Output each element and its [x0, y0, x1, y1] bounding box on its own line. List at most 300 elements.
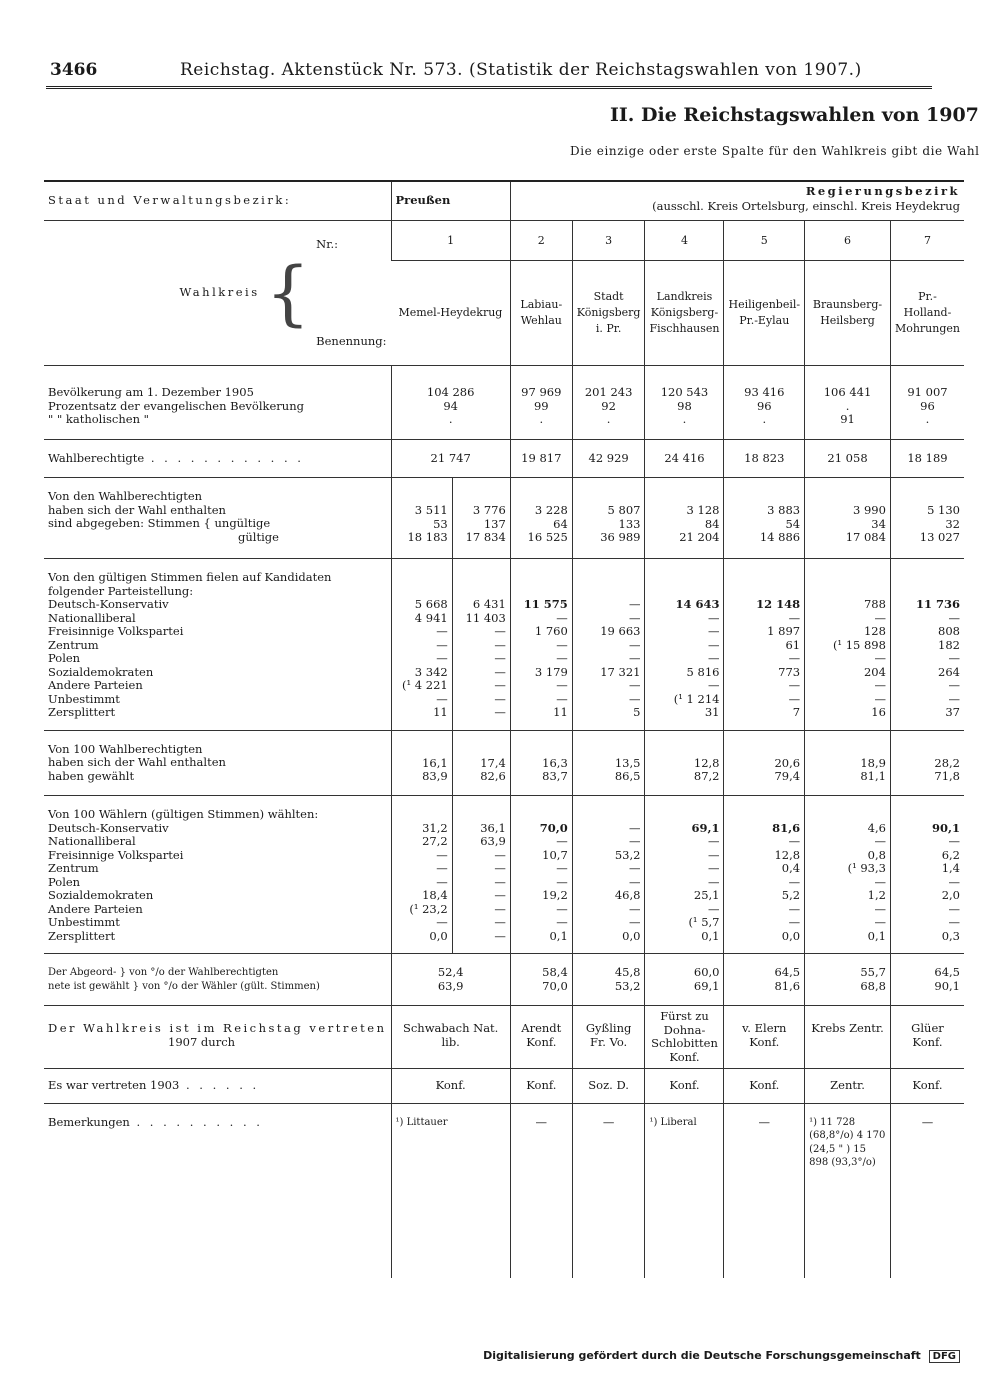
eligible-row: Wahlberechtigte . . . . . . . . . . . . 21 747 19 817 42 929 24 416 18 823 21 058 18 189 [44, 439, 964, 478]
p100v-value: 63,9 [480, 834, 506, 848]
population-row [44, 366, 964, 440]
votes-value: — [494, 691, 506, 706]
rep1907-2: Arendt Konf. [510, 1006, 572, 1069]
p100v-value: — [948, 901, 960, 916]
p100v-value: — [628, 861, 641, 875]
t-5-2: 14 886 [759, 530, 801, 544]
brace: { [265, 252, 311, 334]
t-1b-2: 17 834 [465, 530, 506, 544]
votes-value: 7 [792, 705, 801, 719]
votes-value: — [707, 637, 720, 652]
rep1903-4: Konf. [645, 1069, 724, 1104]
votes-value: — [788, 678, 801, 692]
votes-value: — [556, 691, 568, 706]
t-2-0: 3 228 [534, 503, 568, 517]
t-3-1: 133 [618, 516, 641, 531]
p100v-value: — [628, 820, 641, 835]
votes-value: — [556, 651, 568, 665]
votes-party-label: Zentrum [48, 637, 99, 652]
votes-value: — [788, 691, 801, 706]
es-6-1: 68,8 [860, 978, 886, 993]
votes-value: 3 342 [414, 664, 448, 679]
rep1907-4: Fürst zu Dohna-Schlobitten Konf. [645, 1006, 724, 1069]
p100v-value: 53,2 [614, 847, 641, 862]
section-title: II. Die Reichstagswahlen von 1907 [610, 104, 979, 126]
p100v-value: (¹ 93,3 [847, 861, 886, 875]
col-nr-2: 2 [510, 221, 572, 261]
p100e-6-0: 18,9 [860, 755, 886, 770]
elected-share-label-1: nete ist gewählt } von °/o der Wähler (gült. Stimmen) [48, 980, 320, 992]
p100v-value: 0,1 [549, 928, 568, 943]
es-3-0: 45,8 [614, 965, 641, 979]
pop-4-2: . [682, 412, 687, 426]
pop-5-2: . [762, 412, 767, 426]
votes-intro-0: Von den gültigen Stimmen fielen auf Kandidaten [48, 570, 332, 584]
votes-value: — [707, 651, 720, 665]
pop-6-2: 91 [840, 412, 855, 426]
t-7-2: 13 027 [919, 530, 960, 544]
p100v-value: — [948, 834, 960, 848]
votes-col-c4 [645, 559, 724, 731]
p100v-value: — [948, 915, 960, 929]
remark-6: ¹) 11 728 (68,8°/o) 4 170 (24,5 " ) 15 898 (93,3°/o) [805, 1103, 891, 1278]
p100v-value: — [628, 834, 641, 848]
p100v-value: — [556, 901, 568, 916]
catholic-label: " " katholischen " [48, 412, 149, 426]
votes-value: 773 [778, 664, 801, 679]
eligible-label: Wahlberechtigte [48, 450, 145, 465]
p100v-value: — [556, 834, 568, 848]
p100v-value: — [494, 928, 506, 943]
p100v-value: — [628, 901, 641, 916]
votes-value: — [628, 597, 641, 611]
votes-col-c3 [572, 559, 645, 731]
votes-value: 19 663 [600, 624, 641, 638]
t-4-1: 84 [704, 516, 720, 531]
p100e-3-0: 13,5 [614, 755, 641, 770]
pop-2-0: 97 969 [521, 385, 562, 399]
rep1907-label-0: Der Wahlkreis ist im Reichstag vertreten [48, 1021, 387, 1035]
nr-label: Nr.: [316, 237, 338, 251]
p100v-value: 2,0 [941, 888, 960, 902]
t-4-0: 3 128 [686, 503, 720, 517]
wahlkreis-label-block [44, 221, 391, 366]
votes-value: — [436, 624, 448, 638]
eligible-3: 42 929 [572, 439, 645, 478]
p100v-value: 0,4 [781, 861, 801, 875]
votes-col-c7 [890, 559, 964, 731]
votes-party-label: Andere Parteien [48, 678, 143, 692]
p100v-value: (¹ 23,2 [409, 901, 448, 916]
p100e-4-0: 12,8 [693, 755, 720, 770]
pop-2-2: . [539, 412, 544, 426]
eligible-4: 24 416 [645, 439, 724, 478]
p100v-party-label: Andere Parteien [48, 901, 143, 916]
votes-party-label: Zersplittert [48, 705, 116, 719]
p100v-party-label: Freisinnige Volkspartei [48, 847, 184, 862]
t-1b-1: 137 [483, 516, 506, 531]
pop-3-1: 92 [601, 398, 616, 413]
votes-value: — [436, 637, 448, 652]
p100v-value: — [707, 834, 720, 848]
p100v-col-c2 [510, 796, 572, 954]
es-2-1: 70,0 [542, 978, 568, 993]
p100e-7-1: 71,8 [934, 769, 960, 783]
pop-3-0: 201 243 [584, 385, 633, 399]
votes-value: (¹ 15 898 [832, 637, 886, 652]
rep1903-7: Konf. [890, 1069, 964, 1104]
votes-intro-1: folgender Parteistellung: [48, 583, 194, 598]
pop-7-1: 96 [920, 398, 935, 413]
votes-value: — [788, 610, 801, 625]
p100v-value: — [788, 915, 801, 929]
t-6-0: 3 990 [853, 503, 886, 517]
p100e-1b-0: 17,4 [480, 755, 506, 770]
votes-value: — [494, 705, 506, 719]
es-4-0: 60,0 [693, 965, 720, 979]
votes-value: — [707, 610, 720, 625]
votes-value: 5 [633, 705, 641, 719]
represented-1903-row: Es war vertreten 1903 . . . . . . Konf. Konf. Soz. D. Konf. Konf. Zentr. Konf. [44, 1069, 964, 1104]
votes-value: 5 816 [686, 664, 720, 679]
votes-value: — [707, 678, 720, 692]
votes-value: — [948, 651, 960, 665]
votes-value: — [628, 678, 641, 692]
p100v-party-label: Sozialdemokraten [48, 888, 154, 902]
population-label: Bevölkerung am 1. Dezember 1905 [48, 385, 254, 399]
votes-value: 37 [945, 705, 960, 719]
p100e-1a-0: 16,1 [422, 755, 448, 770]
p100v-value: 0,0 [781, 928, 801, 943]
votes-party-label: Polen [48, 651, 81, 665]
p100v-party-label: Nationalliberal [48, 834, 136, 848]
votes-value: — [628, 651, 641, 665]
votes-value: — [788, 651, 801, 665]
col-name-5: Heiligenbeil-Pr.-Eylau [724, 261, 805, 366]
election-table [44, 180, 964, 1278]
eligible-5: 18 823 [724, 439, 805, 478]
votes-value: 61 [785, 637, 801, 652]
votes-value: — [436, 651, 448, 665]
valid-label: gültige [238, 529, 279, 544]
p100v-value: — [436, 915, 448, 929]
p100v-col-c4 [645, 796, 724, 954]
votes-col-c2 [510, 559, 572, 731]
p100v-value: 81,6 [772, 820, 801, 835]
p100e-2-1: 83,7 [542, 769, 568, 783]
votes-value: — [494, 678, 506, 692]
votes-value: (¹ 1 214 [673, 691, 720, 706]
p100v-value: — [556, 861, 568, 875]
votes-value: — [494, 637, 506, 652]
p100v-value: 31,2 [422, 820, 448, 835]
p100v-value: — [556, 915, 568, 929]
p100v-value: — [707, 847, 720, 862]
p100e-3-1: 86,5 [614, 769, 641, 783]
t-6-1: 34 [871, 516, 886, 531]
p100v-value: 0,8 [867, 847, 886, 862]
pop-1-2: . [448, 412, 453, 426]
footer-text: Digitalisierung gefördert durch die Deutsche Forschungsgemeinschaft [483, 1349, 921, 1362]
p100e-1b-1: 82,6 [480, 769, 506, 783]
col-name-3: Stadt Königsberg i. Pr. [572, 261, 645, 366]
dfg-logo: DFG [929, 1350, 960, 1363]
p100v-value: 36,1 [480, 820, 506, 835]
pop-4-1: 98 [677, 398, 692, 413]
elected-share-label-0: Der Abgeord- } von °/o der Wahlberechtigten [48, 967, 279, 978]
invalid-label: ungültige [214, 516, 271, 530]
votes-value: 17 321 [600, 664, 641, 679]
votes-col-c6 [805, 559, 891, 731]
p100v-value: — [788, 874, 801, 889]
votes-col-c1a [391, 559, 452, 731]
p100v-value: 25,1 [693, 888, 720, 902]
votes-value: 182 [938, 637, 960, 652]
remarks-row: Bemerkungen . . . . . . . . . . ¹) Littauer — — ¹) Liberal — ¹) 11 728 (68,8°/o) 4 170 (24,5 " ) 15 898 (93,3°/o) — [44, 1103, 964, 1278]
p100v-value: — [494, 874, 506, 889]
p100v-value: — [788, 901, 801, 916]
votes-value: — [436, 691, 448, 706]
votes-value: — [494, 624, 506, 638]
remark-1: ¹) Littauer [391, 1103, 510, 1278]
p100v-value: 0,0 [429, 928, 448, 943]
votes-value: 3 179 [534, 664, 568, 679]
col-nr-6: 6 [805, 221, 891, 261]
votes-value: 14 643 [675, 597, 720, 611]
section-subtitle: Die einzige oder erste Spalte für den Wahlkreis gibt die Wahl [570, 144, 980, 158]
p100v-value: — [948, 874, 960, 889]
pop-4-0: 120 543 [660, 385, 709, 399]
p100v-value: 4,6 [867, 820, 886, 835]
protestant-label: Prozentsatz der evangelischen Bevölkerung [48, 398, 304, 413]
region-label: Regierungsbezirk [805, 184, 960, 198]
pop-7-2: . [925, 412, 930, 426]
es-1-0: 52,4 [437, 965, 464, 979]
votes-value: 12 148 [756, 597, 801, 611]
votes-value: 788 [863, 597, 886, 611]
eligible-7: 18 189 [890, 439, 964, 478]
votes-value: — [874, 610, 886, 625]
pop-1-1: 94 [443, 398, 458, 413]
p100e-2-0: 16,3 [542, 755, 568, 770]
remarks-label: Bemerkungen [48, 1114, 130, 1129]
t-1b-0: 3 776 [472, 503, 506, 517]
p100v-value: 19,2 [542, 888, 568, 902]
t-3-2: 36 989 [600, 530, 641, 544]
p100v-value: (¹ 5,7 [688, 915, 720, 929]
votes-value: — [874, 691, 886, 706]
p100v-value: — [707, 861, 720, 875]
p100v-value: 46,8 [614, 888, 641, 902]
remark-4: ¹) Liberal [645, 1103, 724, 1278]
p100v-value: 0,1 [701, 928, 720, 943]
p100v-col-c3 [572, 796, 645, 954]
votes-value: — [556, 678, 568, 692]
p100v-value: 10,7 [542, 847, 568, 862]
state-label: Preußen [391, 181, 510, 221]
elected-share-row [44, 954, 964, 1006]
t-2-2: 16 525 [527, 530, 568, 544]
p100v-value: 0,0 [622, 928, 641, 943]
votes-value: 11 575 [523, 597, 568, 611]
p100v-value: — [494, 901, 506, 916]
col-nr-4: 4 [645, 221, 724, 261]
p100v-party-label: Zersplittert [48, 928, 116, 943]
p100v-value: — [874, 901, 886, 916]
t-5-0: 3 883 [767, 503, 801, 517]
rep1903-3: Soz. D. [572, 1069, 645, 1104]
p100v-value: 69,1 [691, 820, 720, 835]
votes-value: (¹ 4 221 [402, 678, 448, 692]
col-name-4: Landkreis Königsberg-Fischhausen [645, 261, 724, 366]
p100v-value: — [628, 874, 641, 889]
es-3-1: 53,2 [614, 978, 641, 993]
p100v-labels [44, 796, 391, 954]
rep1907-6: Krebs Zentr. [805, 1006, 891, 1069]
p100e-6-1: 81,1 [860, 769, 886, 783]
eligible-1: 21 747 [391, 439, 510, 478]
votes-value: — [874, 651, 886, 665]
votes-value: 11 [433, 705, 448, 719]
rep1907-1: Schwabach Nat. lib. [391, 1006, 510, 1069]
votes-cast-label: sind abgegeben: Stimmen [48, 516, 200, 530]
p100v-value: — [494, 915, 506, 929]
votes-value: 1 897 [767, 624, 801, 638]
p100v-value: 6,2 [941, 847, 960, 862]
t-5-1: 54 [785, 516, 801, 531]
votes-value: — [948, 678, 960, 692]
t-7-0: 5 130 [927, 503, 960, 517]
p100v-col-c1a [391, 796, 452, 954]
rep1903-5: Konf. [724, 1069, 805, 1104]
votes-value: 4 941 [414, 610, 448, 625]
rep1903-label: Es war vertreten 1903 [48, 1078, 180, 1092]
remark-3: — [572, 1103, 645, 1278]
es-6-0: 55,7 [860, 965, 886, 979]
p100v-value: 1,4 [941, 861, 960, 875]
p100v-party-label: Deutsch-Konservativ [48, 820, 169, 835]
region-note: (ausschl. Kreis Ortelsburg, einschl. Kreis Heydekrug [652, 199, 960, 213]
p100v-value: — [874, 874, 886, 889]
p100v-value: — [436, 874, 448, 889]
col-nr-1: 1 [391, 221, 510, 261]
pop-7-0: 91 007 [907, 385, 948, 399]
es-7-1: 90,1 [934, 978, 960, 993]
p100v-value: 18,4 [422, 888, 448, 902]
col-nr-5: 5 [724, 221, 805, 261]
votes-value: — [948, 610, 960, 625]
eligible-6: 21 058 [805, 439, 891, 478]
votes-party-label: Sozialdemokraten [48, 664, 154, 679]
p100v-value: 90,1 [931, 820, 960, 835]
t-1a-1: 53 [433, 516, 448, 531]
rep1907-label-1: 1907 durch [168, 1034, 236, 1049]
corner-label: Staat und Verwaltungsbezirk: [44, 181, 391, 221]
votes-row [44, 559, 964, 731]
p100v-value: — [556, 874, 568, 889]
p100v-value: — [874, 834, 886, 848]
pop-2-1: 99 [533, 398, 549, 413]
es-5-1: 81,6 [774, 978, 801, 993]
votes-value: 16 [871, 705, 886, 719]
p100v-col-c1b [452, 796, 510, 954]
p100v-value: 27,2 [422, 834, 448, 848]
rep1907-3: Gyßling Fr. Vo. [572, 1006, 645, 1069]
rep1903-6: Zentr. [805, 1069, 891, 1104]
header-rule [46, 86, 932, 92]
votes-value: — [874, 678, 886, 692]
turnout-row: Von den Wahlberechtigten haben sich der Wahl enthalten sind abgegeben: Stimmen { ungültige gültige 3 511 53 18 183 3 776 137 17 834 3 228 64 16 525 5 807 133 36 989 3 128 84 21 204 3 883 54 14 886 3 990 34 17 084 5 130 32 13 027 [44, 478, 964, 559]
col-name-7: Pr.-Holland-Mohrungen [890, 261, 964, 366]
p100v-value: — [494, 861, 506, 875]
p100v-value: — [707, 874, 720, 889]
votes-value: 11 736 [915, 597, 960, 611]
t-3-0: 5 807 [607, 503, 641, 517]
p100v-value: — [494, 888, 506, 902]
p100v-value: — [874, 915, 886, 929]
p100e-abstained: haben sich der Wahl enthalten [48, 755, 226, 769]
votes-value: 1 760 [534, 624, 568, 638]
votes-party-label: Freisinnige Volkspartei [48, 624, 184, 638]
p100v-value: — [436, 847, 448, 862]
remark-7: — [890, 1103, 964, 1278]
p100v-value: 1,2 [867, 888, 886, 902]
running-title: Reichstag. Aktenstück Nr. 573. (Statistik der Reichstagswahlen von 1907.) [180, 60, 862, 80]
p100v-col-c7 [890, 796, 964, 954]
votes-value: 128 [863, 624, 886, 638]
p100e-7-0: 28,2 [934, 755, 960, 770]
t-1a-2: 18 183 [407, 530, 448, 544]
region-header [510, 181, 964, 221]
p100v-value: 5,2 [781, 888, 801, 902]
p100e-intro: Von 100 Wahlberechtigten [48, 741, 203, 756]
es-2-0: 58,4 [542, 965, 568, 979]
p100v-value: — [628, 915, 641, 929]
p100v-col-c5 [724, 796, 805, 954]
rep1903-1: Konf. [391, 1069, 510, 1104]
col-name-6: Braunsberg-Heilsberg [805, 261, 891, 366]
eligible-2: 19 817 [510, 439, 572, 478]
p100v-value: 70,0 [539, 820, 568, 835]
turnout-intro: Von den Wahlberechtigten [48, 489, 203, 503]
votes-value: — [494, 664, 506, 679]
abstained-label: haben sich der Wahl enthalten [48, 502, 226, 517]
pop-6-0: 106 441 [823, 385, 872, 399]
rep1903-2: Konf. [510, 1069, 572, 1104]
pop-1-0: 104 286 [426, 385, 475, 399]
votes-value: 808 [938, 624, 960, 638]
pop-6-1: . [845, 398, 850, 413]
col-nr-3: 3 [572, 221, 645, 261]
votes-value: 6 431 [472, 597, 506, 611]
p100e-4-1: 87,2 [693, 769, 720, 783]
p100v-value: — [788, 834, 801, 848]
votes-party-label: Nationalliberal [48, 610, 136, 625]
pop-5-1: 96 [756, 398, 772, 413]
pop-3-2: . [606, 412, 611, 426]
es-7-0: 64,5 [934, 965, 960, 979]
remark-2: — [510, 1103, 572, 1278]
p100v-party-label: Polen [48, 874, 81, 889]
t-1a-0: 3 511 [414, 503, 448, 517]
per100-eligible-row [44, 730, 964, 796]
p100e-5-1: 79,4 [774, 769, 801, 783]
wahlkreis-label: Wahlkreis [179, 285, 260, 300]
votes-party-label: Unbestimmt [48, 691, 120, 706]
rep1907-7: Glüer Konf. [890, 1006, 964, 1069]
col-nr-7: 7 [890, 221, 964, 261]
col-name-2: Labiau-Wehlau [510, 261, 572, 366]
